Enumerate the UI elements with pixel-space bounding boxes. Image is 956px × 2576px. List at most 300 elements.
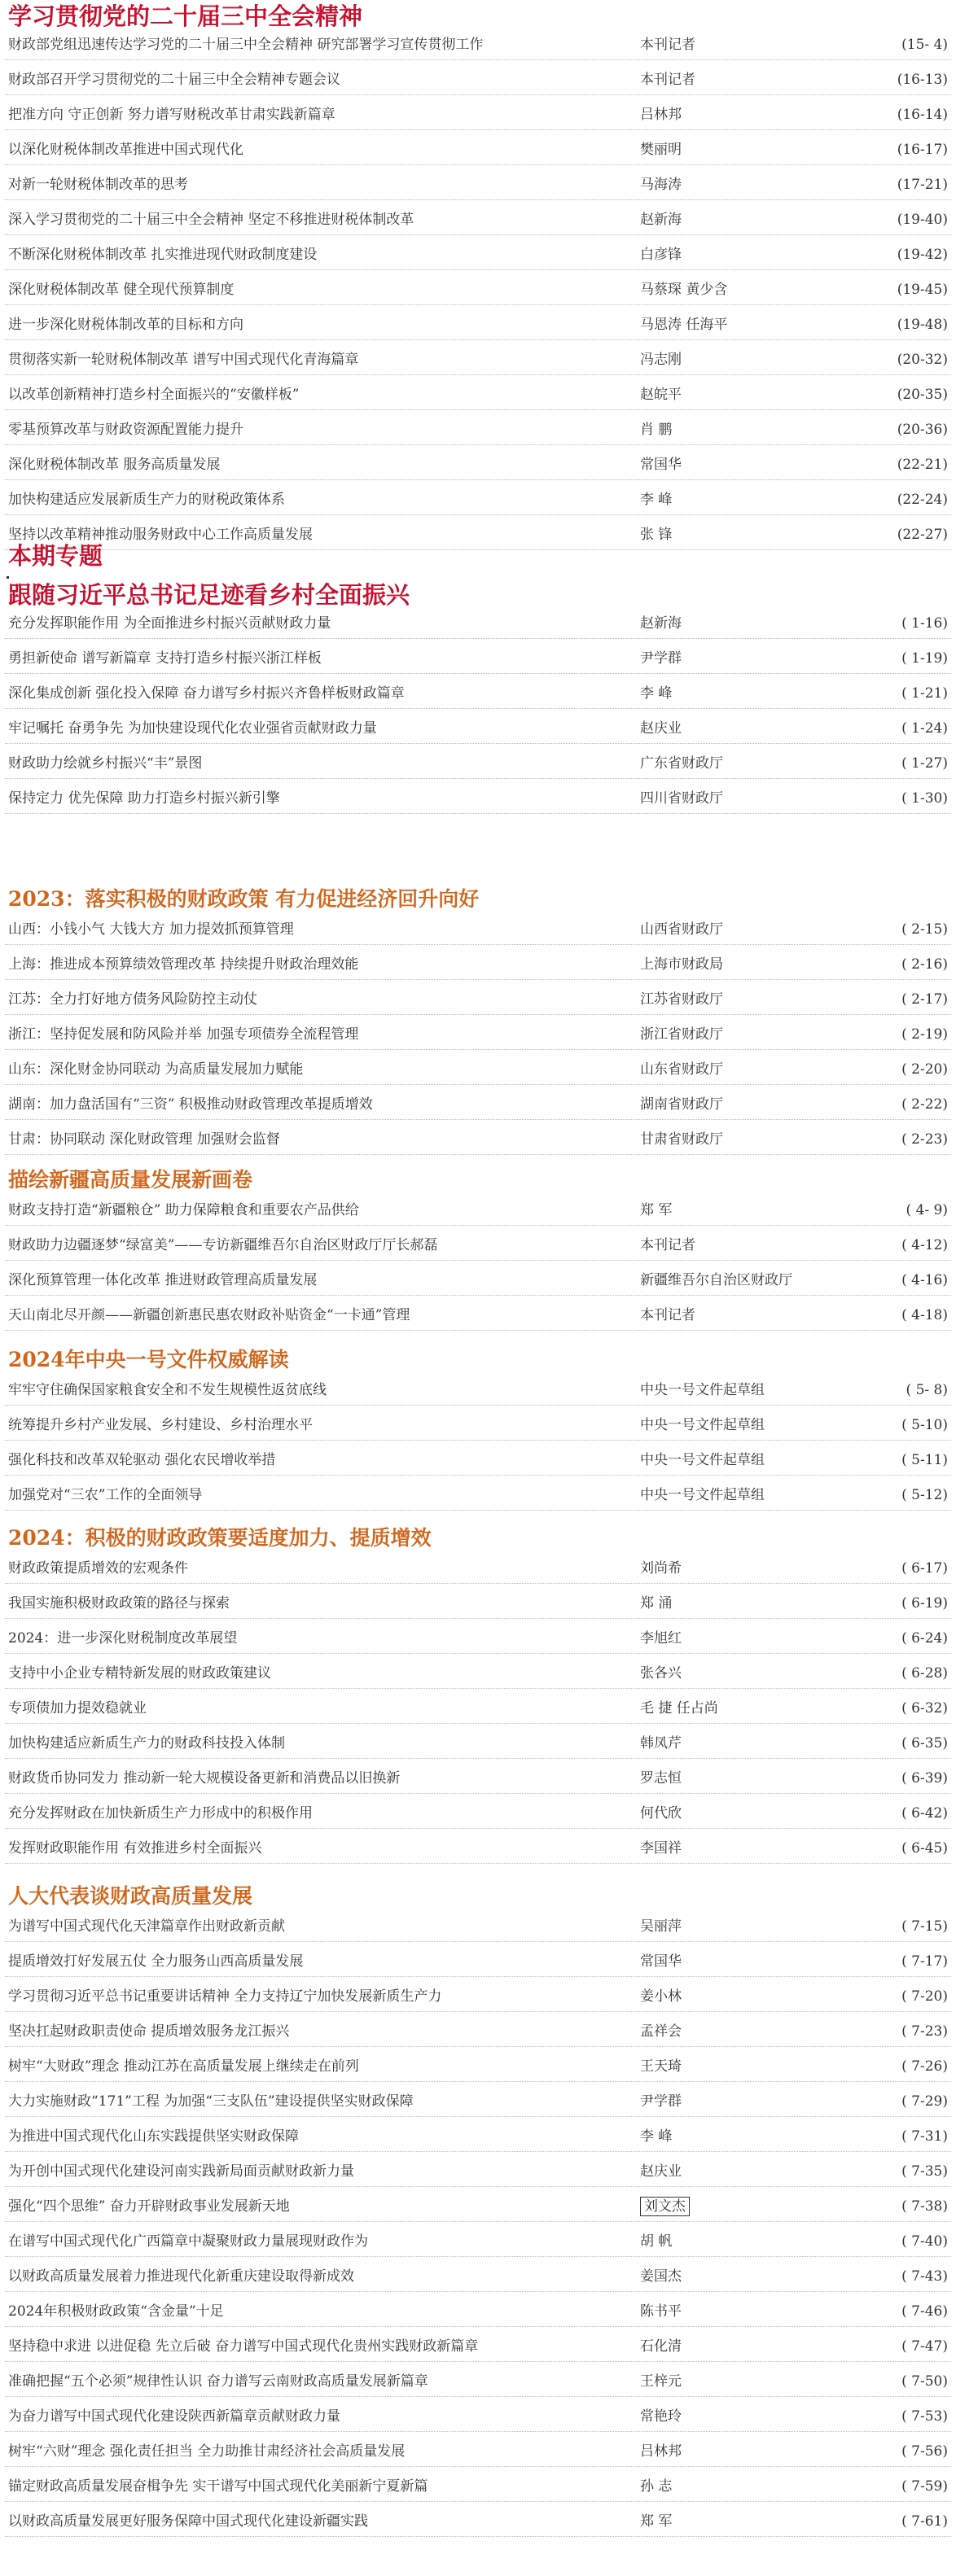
article-author: 赵皖平 bbox=[640, 387, 682, 403]
issue-page-number: (20-35) bbox=[897, 387, 948, 403]
article-title[interactable]: 坚持稳中求进 以进促稳 先立后破 奋力谱写中国式现代化贵州实践财政新篇章 bbox=[8, 2338, 479, 2355]
article-title[interactable]: 充分发挥财政在加快新质生产力形成中的积极作用 bbox=[8, 1805, 313, 1822]
issue-page-number: ( 7-50) bbox=[901, 2373, 948, 2390]
toc-entry[interactable] bbox=[0, 1059, 956, 1080]
article-title[interactable]: 浙江：坚持促发展和防风险并举 加强专项债券全流程管理 bbox=[8, 1026, 359, 1043]
issue-page-number: ( 6-45) bbox=[901, 1840, 948, 1857]
article-author: 胡 帆 bbox=[640, 2233, 673, 2250]
article-title[interactable]: 充分发挥职能作用 为全面推进乡村振兴贡献财政力量 bbox=[8, 615, 331, 632]
toc-entry[interactable] bbox=[0, 2511, 956, 2532]
row-divider bbox=[5, 59, 951, 60]
row-divider bbox=[5, 1295, 951, 1296]
article-author: 马蔡琛 黄少含 bbox=[640, 282, 728, 298]
section-heading: 2024：积极的财政政策要适度加力、提质增效 bbox=[8, 1526, 432, 1550]
toc-entry[interactable] bbox=[0, 788, 956, 809]
article-title[interactable]: 加快构建适应新质生产力的财政科技投入体制 bbox=[8, 1735, 285, 1752]
article-author: 中央一号文件起草组 bbox=[640, 1382, 765, 1398]
article-author: 本刊记者 bbox=[640, 37, 695, 53]
row-divider bbox=[5, 2151, 951, 2152]
row-divider bbox=[5, 1049, 951, 1050]
article-author: 尹学群 bbox=[640, 2093, 682, 2110]
row-divider bbox=[5, 1863, 951, 1864]
article-author: 李 峰 bbox=[640, 2128, 673, 2145]
issue-page-number: (19-48) bbox=[897, 317, 948, 333]
row-divider bbox=[5, 979, 951, 980]
row-divider bbox=[5, 1723, 951, 1724]
issue-page-number: ( 6-28) bbox=[901, 1665, 948, 1682]
article-author: 常艳玲 bbox=[640, 2408, 682, 2425]
article-author: 冯志刚 bbox=[640, 352, 682, 368]
row-divider bbox=[5, 1941, 951, 1942]
issue-page-number: ( 1-27) bbox=[901, 755, 948, 772]
article-author: 何代欣 bbox=[640, 1805, 682, 1822]
article-author: 尹学群 bbox=[640, 650, 682, 667]
row-divider bbox=[5, 1510, 951, 1511]
toc-entry[interactable] bbox=[0, 1094, 956, 1115]
article-title[interactable]: 贯彻落实新一轮财税体制改革 谱写中国式现代化青海篇章 bbox=[8, 352, 359, 368]
row-divider bbox=[5, 2291, 951, 2292]
issue-page-number: (16-13) bbox=[897, 72, 948, 88]
row-divider bbox=[5, 2396, 951, 2397]
issue-page-number: (22-27) bbox=[897, 527, 948, 543]
article-author: 郑 军 bbox=[640, 1202, 673, 1218]
row-divider bbox=[5, 1793, 951, 1794]
row-divider bbox=[5, 2466, 951, 2467]
article-author: 四川省财政厅 bbox=[640, 790, 723, 807]
issue-page-number: (19-42) bbox=[897, 247, 948, 263]
article-author: 李国祥 bbox=[640, 1840, 682, 1857]
article-author: 马海涛 bbox=[640, 177, 682, 193]
issue-page-number: (15- 4) bbox=[901, 37, 948, 53]
row-divider bbox=[5, 2116, 951, 2117]
row-divider bbox=[5, 549, 951, 550]
row-divider bbox=[5, 1119, 951, 1120]
issue-page-number: (19-40) bbox=[897, 212, 948, 228]
row-divider bbox=[5, 1583, 951, 1584]
article-author: 本刊记者 bbox=[640, 1237, 695, 1253]
article-author: 山东省财政厅 bbox=[640, 1061, 723, 1078]
article-author: 马恩涛 任海平 bbox=[640, 317, 728, 333]
article-title[interactable]: 我国实施积极财政政策的路径与探索 bbox=[8, 1595, 230, 1612]
article-title[interactable]: 坚持以改革精神推动服务财政中心工作高质量发展 bbox=[8, 527, 313, 543]
article-author: 姜小林 bbox=[640, 1988, 682, 2005]
article-title[interactable]: 为推进中国式现代化山东实践提供坚实财政保障 bbox=[8, 2128, 299, 2145]
row-divider bbox=[5, 1828, 951, 1829]
article-title[interactable]: 财政部党组迅速传达学习党的二十届三中全会精神 研究部署学习宣传贯彻工作 bbox=[8, 37, 484, 53]
row-divider bbox=[5, 1440, 951, 1441]
toc-entry[interactable] bbox=[0, 954, 956, 975]
article-title[interactable]: 为奋力谱写中国式现代化建设陕西新篇章贡献财政力量 bbox=[8, 2408, 340, 2425]
article-author: 张 锋 bbox=[640, 527, 673, 543]
toc-entry[interactable] bbox=[0, 2056, 956, 2077]
row-divider bbox=[5, 2361, 951, 2362]
row-divider bbox=[5, 2186, 951, 2187]
toc-entry[interactable] bbox=[0, 1024, 956, 1045]
issue-page-number: ( 1-19) bbox=[901, 650, 948, 667]
issue-page-number: ( 4-16) bbox=[901, 1272, 948, 1288]
article-title[interactable]: 保持定力 优先保障 助力打造乡村振兴新引擎 bbox=[8, 790, 280, 807]
row-divider bbox=[5, 234, 951, 235]
toc-entry[interactable] bbox=[0, 1380, 956, 1401]
row-divider bbox=[5, 2431, 951, 2432]
row-divider bbox=[5, 1084, 951, 1085]
article-author: 新疆维吾尔自治区财政厅 bbox=[640, 1272, 792, 1288]
toc-entry[interactable] bbox=[0, 34, 956, 55]
article-author: 本刊记者 bbox=[640, 1307, 695, 1323]
issue-page-number: ( 2-15) bbox=[901, 921, 948, 938]
toc-entry[interactable] bbox=[0, 1558, 956, 1579]
toc-entry[interactable] bbox=[0, 454, 956, 475]
issue-page-number: ( 7-23) bbox=[901, 2023, 948, 2040]
toc-entry[interactable] bbox=[0, 1270, 956, 1291]
article-title[interactable]: 深化集成创新 强化投入保障 奋力谱写乡村振兴齐鲁样板财政篇章 bbox=[8, 685, 405, 702]
issue-page-number: ( 7-59) bbox=[901, 2478, 948, 2495]
toc-entry[interactable] bbox=[0, 2266, 956, 2287]
row-divider bbox=[5, 269, 951, 270]
toc-entry[interactable] bbox=[0, 1235, 956, 1256]
article-title[interactable]: 山东：深化财金协同联动 为高质量发展加力赋能 bbox=[8, 1061, 304, 1078]
article-title[interactable]: 财政政策提质增效的宏观条件 bbox=[8, 1560, 188, 1577]
toc-entry[interactable] bbox=[0, 139, 956, 160]
toc-entry[interactable] bbox=[0, 69, 956, 90]
toc-entry[interactable] bbox=[0, 1768, 956, 1789]
article-title[interactable]: 把准方向 守正创新 努力谱写财税改革甘肃实践新篇章 bbox=[8, 107, 335, 123]
row-divider bbox=[5, 1154, 951, 1155]
row-divider bbox=[5, 708, 951, 709]
article-author: 陈书平 bbox=[640, 2303, 682, 2320]
article-title[interactable]: 为开创中国式现代化建设河南实践新局面贡献财政新力量 bbox=[8, 2163, 354, 2180]
toc-entry[interactable] bbox=[0, 2301, 956, 2322]
section-heading: 本期专题 bbox=[8, 542, 103, 570]
toc-entry[interactable] bbox=[0, 1628, 956, 1649]
article-title[interactable]: 山西：小钱小气 大钱大方 加力提效抓预算管理 bbox=[8, 921, 294, 938]
article-author: 江苏省财政厅 bbox=[640, 991, 723, 1008]
author-highlight: 刘文杰 bbox=[640, 2197, 690, 2216]
article-author: 王天琦 bbox=[640, 2058, 682, 2075]
section-heading: 学习贯彻党的二十届三中全会精神 bbox=[8, 2, 363, 30]
toc-entry[interactable] bbox=[0, 1838, 956, 1859]
issue-page-number: (16-14) bbox=[897, 107, 948, 123]
section-heading: 人大代表谈财政高质量发展 bbox=[8, 1884, 253, 1908]
article-title[interactable]: 财政助力绘就乡村振兴“丰”景图 bbox=[8, 755, 203, 772]
article-title[interactable]: 财政支持打造“新疆粮仓” 助力保障粮食和重要农产品供给 bbox=[8, 1202, 359, 1218]
article-title[interactable]: 学习贯彻习近平总书记重要讲话精神 全力支持辽宁加快发展新质生产力 bbox=[8, 1988, 442, 2005]
toc-entry[interactable] bbox=[0, 104, 956, 125]
toc-entry[interactable] bbox=[0, 2231, 956, 2252]
article-title[interactable]: 加快构建适应发展新质生产力的财税政策体系 bbox=[8, 492, 285, 508]
article-author: 赵新海 bbox=[640, 212, 682, 228]
issue-page-number: ( 7-15) bbox=[901, 1918, 948, 1935]
article-author: 浙江省财政厅 bbox=[640, 1026, 723, 1043]
toc-entry[interactable] bbox=[0, 2021, 956, 2042]
article-title[interactable]: 在谱写中国式现代化广西篇章中凝聚财政力量展现财政作为 bbox=[8, 2233, 368, 2250]
row-divider bbox=[5, 2256, 951, 2257]
article-author: 常国华 bbox=[640, 1953, 682, 1970]
article-author: 张各兴 bbox=[640, 1665, 682, 1682]
article-author: 吕林邦 bbox=[640, 107, 682, 123]
toc-entry[interactable] bbox=[0, 2476, 956, 2497]
toc-entry[interactable] bbox=[0, 718, 956, 739]
section-heading: 2023：落实积极的财政政策 有力促进经济回升向好 bbox=[8, 887, 480, 911]
toc-entry[interactable] bbox=[0, 919, 956, 940]
row-divider bbox=[5, 2046, 951, 2047]
issue-page-number: (19-45) bbox=[897, 282, 948, 298]
toc-entry[interactable] bbox=[0, 2161, 956, 2182]
row-divider bbox=[5, 514, 951, 515]
toc-entry[interactable] bbox=[0, 489, 956, 510]
article-title[interactable]: 加强党对“三农”工作的全面领导 bbox=[8, 1487, 203, 1503]
row-divider bbox=[5, 638, 951, 639]
article-author: 白彦锋 bbox=[640, 247, 682, 263]
toc-entry[interactable] bbox=[0, 2196, 956, 2217]
row-divider bbox=[5, 94, 951, 95]
article-author: 赵新海 bbox=[640, 615, 682, 632]
article-title[interactable]: 大力实施财政“171”工程 为加强“三支队伍”建设提供坚实财政保障 bbox=[8, 2093, 414, 2110]
toc-entry[interactable] bbox=[0, 2441, 956, 2462]
issue-page-number: ( 1-16) bbox=[901, 615, 948, 632]
article-title[interactable]: 湖南：加力盘活国有“三资” 积极推动财政管理改革提质增效 bbox=[8, 1096, 373, 1113]
toc-entry[interactable] bbox=[0, 314, 956, 335]
toc-entry[interactable] bbox=[0, 2091, 956, 2112]
toc-entry[interactable] bbox=[0, 1450, 956, 1471]
issue-page-number: ( 2-17) bbox=[901, 991, 948, 1008]
row-divider bbox=[5, 2081, 951, 2082]
issue-page-number: ( 5-12) bbox=[901, 1487, 948, 1503]
article-title[interactable]: 深入学习贯彻党的二十届三中全会精神 坚定不移推进财税体制改革 bbox=[8, 212, 414, 228]
toc-entry[interactable] bbox=[0, 2371, 956, 2392]
toc-entry[interactable] bbox=[0, 1415, 956, 1436]
issue-page-number: (22-24) bbox=[897, 492, 948, 508]
issue-page-number: ( 7-38) bbox=[901, 2198, 948, 2215]
toc-entry[interactable] bbox=[0, 989, 956, 1010]
article-author: 上海市财政局 bbox=[640, 956, 723, 973]
toc-entry[interactable] bbox=[0, 1593, 956, 1614]
article-author: 石化清 bbox=[640, 2338, 682, 2355]
row-divider bbox=[5, 1618, 951, 1619]
article-author: 常国华 bbox=[640, 457, 682, 473]
issue-page-number: ( 7-29) bbox=[901, 2093, 948, 2110]
article-title[interactable]: 上海：推进成本预算绩效管理改革 持续提升财政治理效能 bbox=[8, 956, 359, 973]
row-divider bbox=[5, 129, 951, 130]
toc-entry[interactable] bbox=[0, 1485, 956, 1506]
section-heading: 描绘新疆高质量发展新画卷 bbox=[8, 1168, 253, 1192]
toc-entry[interactable] bbox=[0, 1129, 956, 1150]
issue-page-number: (20-32) bbox=[897, 352, 948, 368]
article-author: 姜国杰 bbox=[640, 2268, 682, 2285]
article-author: 郑 军 bbox=[640, 2513, 673, 2530]
toc-entry[interactable] bbox=[0, 753, 956, 774]
article-title[interactable]: 2024：进一步深化财税制度改革展望 bbox=[8, 1630, 238, 1647]
article-title[interactable]: 深化财税体制改革 健全现代预算制度 bbox=[8, 282, 235, 298]
row-divider bbox=[5, 164, 951, 165]
article-author: 李旭红 bbox=[640, 1630, 682, 1647]
issue-page-number: ( 4- 9) bbox=[906, 1202, 948, 1218]
row-divider bbox=[5, 374, 951, 375]
toc-entry[interactable] bbox=[0, 1803, 956, 1824]
row-divider bbox=[5, 2326, 951, 2327]
row-divider bbox=[5, 1014, 951, 1015]
article-title[interactable]: 以财政高质量发展着力推进现代化新重庆建设取得新成效 bbox=[8, 2268, 354, 2285]
issue-page-number: ( 7-61) bbox=[901, 2513, 948, 2530]
toc-entry[interactable] bbox=[0, 1305, 956, 1326]
article-title[interactable]: 发挥财政职能作用 有效推进乡村全面振兴 bbox=[8, 1840, 262, 1857]
issue-page-number: ( 6-24) bbox=[901, 1630, 948, 1647]
article-title[interactable]: 以深化财税体制改革推进中国式现代化 bbox=[8, 142, 243, 158]
article-title[interactable]: 不断深化财税体制改革 扎实推进现代财政制度建设 bbox=[8, 247, 318, 263]
toc-entry[interactable] bbox=[0, 1986, 956, 2007]
toc-entry[interactable] bbox=[0, 1916, 956, 1937]
article-author: 郑 涌 bbox=[640, 1595, 673, 1612]
article-title[interactable]: 以改革创新精神打造乡村全面振兴的“安徽样板” bbox=[8, 387, 300, 403]
toc-entry[interactable] bbox=[0, 279, 956, 300]
article-title[interactable]: 锚定财政高质量发展奋楫争先 实干谱写中国式现代化美丽新宁夏新篇 bbox=[8, 2478, 428, 2495]
toc-entry[interactable] bbox=[0, 1733, 956, 1754]
issue-page-number: ( 7-40) bbox=[901, 2233, 948, 2250]
row-divider bbox=[5, 1475, 951, 1476]
article-author: 王梓元 bbox=[640, 2373, 682, 2390]
issue-page-number: ( 2-23) bbox=[901, 1131, 948, 1148]
article-title[interactable]: 以财政高质量发展更好服务保障中国式现代化建设新疆实践 bbox=[8, 2513, 368, 2530]
article-author: 中央一号文件起草组 bbox=[640, 1417, 765, 1433]
row-divider bbox=[5, 1405, 951, 1406]
article-title[interactable]: 零基预算改革与财政资源配置能力提升 bbox=[8, 422, 243, 438]
toc-entry[interactable] bbox=[0, 174, 956, 195]
article-title[interactable]: 甘肃：协同联动 深化财政管理 加强财会监督 bbox=[8, 1131, 280, 1148]
issue-page-number: ( 2-20) bbox=[901, 1061, 948, 1078]
article-title[interactable]: 深化财税体制改革 服务高质量发展 bbox=[8, 457, 221, 473]
article-title[interactable]: 进一步深化财税体制改革的目标和方向 bbox=[8, 317, 243, 333]
toc-entry[interactable] bbox=[0, 683, 956, 704]
issue-page-number: ( 6-35) bbox=[901, 1735, 948, 1752]
toc-entry[interactable] bbox=[0, 613, 956, 634]
toc-entry[interactable] bbox=[0, 2406, 956, 2427]
toc-entry[interactable] bbox=[0, 1951, 956, 1972]
issue-page-number: ( 7-31) bbox=[901, 2128, 948, 2145]
article-title[interactable]: 准确把握“五个必须”规律性认识 奋力谱写云南财政高质量发展新篇章 bbox=[8, 2373, 428, 2390]
toc-entry[interactable] bbox=[0, 1200, 956, 1221]
article-author: 刘尚希 bbox=[640, 1560, 682, 1577]
article-author: 赵庆业 bbox=[640, 720, 682, 737]
row-divider bbox=[5, 444, 951, 445]
toc-entry[interactable] bbox=[0, 349, 956, 370]
toc-entry[interactable] bbox=[0, 524, 956, 545]
article-author: 甘肃省财政厅 bbox=[640, 1131, 723, 1148]
issue-page-number: ( 1-24) bbox=[901, 720, 948, 737]
article-title[interactable]: 树牢“六财”理念 强化责任担当 全力助推甘肃经济社会高质量发展 bbox=[8, 2443, 406, 2460]
article-author: 韩凤芹 bbox=[640, 1735, 682, 1752]
issue-page-number: (22-21) bbox=[897, 457, 948, 473]
toc-entry[interactable] bbox=[0, 419, 956, 440]
row-divider bbox=[5, 2501, 951, 2502]
article-title[interactable]: 专项债加力提效稳就业 bbox=[8, 1700, 147, 1717]
issue-page-number: ( 7-43) bbox=[901, 2268, 948, 2285]
issue-page-number: ( 5-11) bbox=[901, 1452, 948, 1468]
issue-page-number: ( 6-17) bbox=[901, 1560, 948, 1577]
toc-entry[interactable] bbox=[0, 209, 956, 230]
row-divider bbox=[5, 813, 951, 814]
article-author: 湖南省财政厅 bbox=[640, 1096, 723, 1113]
row-divider bbox=[5, 944, 951, 945]
row-divider bbox=[5, 1330, 951, 1331]
article-author: 广东省财政厅 bbox=[640, 755, 723, 772]
article-title[interactable]: 提质增效打好发展五仗 全力服务山西高质量发展 bbox=[8, 1953, 304, 1970]
issue-page-number: ( 6-32) bbox=[901, 1700, 948, 1717]
article-title[interactable]: 为谱写中国式现代化天津篇章作出财政新贡献 bbox=[8, 1918, 285, 1935]
article-author: 中央一号文件起草组 bbox=[640, 1487, 765, 1503]
article-title[interactable]: 树牢“大财政”理念 推动江苏在高质量发展上继续走在前列 bbox=[8, 2058, 359, 2075]
issue-page-number: ( 2-22) bbox=[901, 1096, 948, 1113]
issue-page-number: ( 5-10) bbox=[901, 1417, 948, 1433]
issue-page-number: ( 1-21) bbox=[901, 685, 948, 702]
row-divider bbox=[5, 2011, 951, 2012]
row-divider bbox=[5, 778, 951, 779]
issue-page-number: ( 7-26) bbox=[901, 2058, 948, 2075]
article-author: 李 峰 bbox=[640, 492, 673, 508]
toc-entry[interactable] bbox=[0, 2126, 956, 2147]
article-title[interactable]: 牢牢守住确保国家粮食安全和不发生规模性返贫底线 bbox=[8, 1382, 327, 1398]
toc-entry[interactable] bbox=[0, 384, 956, 405]
article-author: 山西省财政厅 bbox=[640, 921, 723, 938]
issue-page-number: ( 2-19) bbox=[901, 1026, 948, 1043]
row-divider bbox=[5, 409, 951, 410]
section-heading: 2024年中央一号文件权威解读 bbox=[8, 1348, 289, 1371]
row-divider bbox=[5, 2221, 951, 2222]
row-divider bbox=[5, 743, 951, 744]
article-title[interactable]: 强化“四个思维” 奋力开辟财政事业发展新天地 bbox=[8, 2198, 290, 2215]
article-title[interactable]: 坚决扛起财政职责使命 提质增效服务龙江振兴 bbox=[8, 2023, 290, 2040]
issue-page-number: ( 5- 8) bbox=[906, 1382, 948, 1398]
issue-page-number: ( 7-53) bbox=[901, 2408, 948, 2425]
article-author: 樊丽明 bbox=[640, 142, 682, 158]
issue-page-number: ( 7-56) bbox=[901, 2443, 948, 2460]
article-title[interactable]: 2024年积极财政政策“含金量”十足 bbox=[8, 2303, 224, 2320]
issue-page-number: ( 7-20) bbox=[901, 1988, 948, 2005]
row-divider bbox=[5, 339, 951, 340]
issue-page-number: ( 4-18) bbox=[901, 1307, 948, 1323]
toc-entry[interactable] bbox=[0, 1663, 956, 1684]
issue-page-number: ( 7-35) bbox=[901, 2163, 948, 2180]
article-title[interactable]: 财政部召开学习贯彻党的二十届三中全会精神专题会议 bbox=[8, 72, 340, 88]
row-divider bbox=[5, 1653, 951, 1654]
issue-page-number: ( 6-42) bbox=[901, 1805, 948, 1822]
issue-page-number: ( 4-12) bbox=[901, 1237, 948, 1253]
article-author: 吴丽萍 bbox=[640, 1918, 682, 1935]
row-divider bbox=[5, 1225, 951, 1226]
toc-entry[interactable] bbox=[0, 244, 956, 265]
article-author: 中央一号文件起草组 bbox=[640, 1452, 765, 1468]
article-author: 毛 捷 任占尚 bbox=[640, 1700, 718, 1717]
issue-page-number: ( 1-30) bbox=[901, 790, 948, 807]
article-title[interactable]: 牢记嘱托 奋勇争先 为加快建设现代化农业强省贡献财政力量 bbox=[8, 720, 377, 737]
article-author: 李 峰 bbox=[640, 685, 673, 702]
toc-entry[interactable] bbox=[0, 648, 956, 669]
article-title[interactable]: 强化科技和改革双轮驱动 强化农民增收举措 bbox=[8, 1452, 276, 1468]
toc-entry[interactable] bbox=[0, 1698, 956, 1719]
article-title[interactable]: 天山南北尽开颜——新疆创新惠民惠农财政补贴资金“一卡通”管理 bbox=[8, 1307, 410, 1323]
article-title[interactable]: 深化预算管理一体化改革 推进财政管理高质量发展 bbox=[8, 1272, 318, 1288]
row-divider bbox=[5, 1688, 951, 1689]
article-title[interactable]: 江苏：全力打好地方债务风险防控主动仗 bbox=[8, 991, 257, 1008]
article-title[interactable]: 统筹提升乡村产业发展、乡村建设、乡村治理水平 bbox=[8, 1417, 313, 1433]
article-title[interactable]: 勇担新使命 谱写新篇章 支持打造乡村振兴浙江样板 bbox=[8, 650, 322, 667]
article-title[interactable]: 财政货币协同发力 推动新一轮大规模设备更新和消费品以旧换新 bbox=[8, 1770, 401, 1787]
row-divider bbox=[5, 479, 951, 480]
article-title[interactable]: 支持中小企业专精特新发展的财政政策建议 bbox=[8, 1665, 271, 1682]
article-title[interactable]: 对新一轮财税体制改革的思考 bbox=[8, 177, 188, 193]
article-title[interactable]: 财政助力边疆逐梦“绿富美”——专访新疆维吾尔自治区财政厅厅长郝磊 bbox=[8, 1237, 438, 1253]
toc-entry[interactable] bbox=[0, 2336, 956, 2357]
issue-page-number: ( 7-46) bbox=[901, 2303, 948, 2320]
